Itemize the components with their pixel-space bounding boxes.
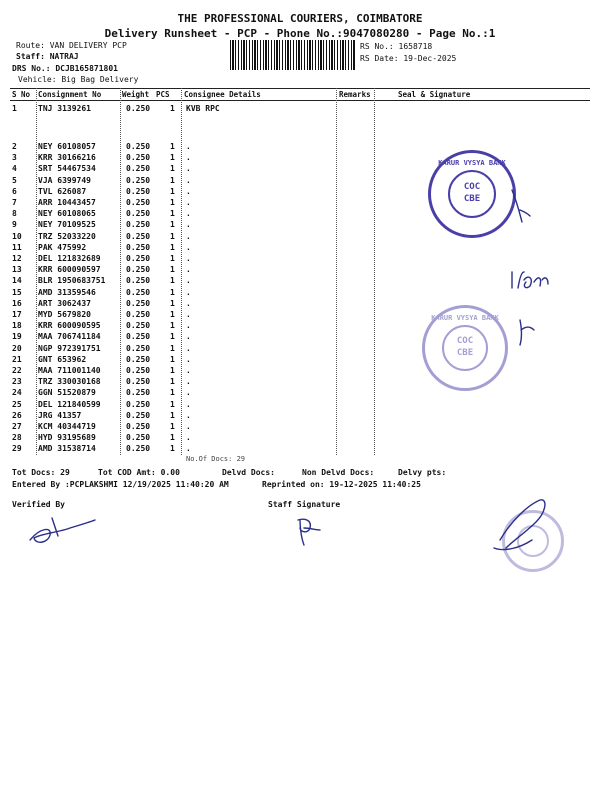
reprinted-on: Reprinted on: 19-12-2025 11:40:25	[262, 480, 421, 489]
cell-consignment: GNT 653962	[38, 354, 87, 364]
stamp-branch-line1: COC	[463, 182, 481, 192]
cell-consignee: .	[186, 153, 191, 163]
cell-consignment: NEY 60108065	[38, 209, 96, 219]
cell-pcs: 1	[170, 298, 175, 308]
drs-number: DRS No.: DCJB165871801	[12, 64, 118, 73]
cell-sno: 29	[12, 444, 22, 454]
cell-pcs: 1	[170, 399, 175, 409]
cell-consignee: .	[186, 343, 191, 353]
doc-count: No.Of Docs: 29	[186, 455, 246, 463]
entered-by: Entered By :PCPLAKSHMI 12/19/2025 11:40:20 AM	[12, 480, 229, 489]
verified-by-signature	[30, 518, 95, 542]
verified-by-label: Verified By	[12, 500, 65, 509]
cell-pcs: 1	[170, 104, 175, 113]
cell-sno: 3	[12, 153, 17, 163]
staff-signature	[298, 519, 320, 545]
cell-consignee: .	[186, 164, 191, 174]
cell-sno: 20	[12, 343, 22, 353]
header-remarks: Remarks	[339, 90, 371, 99]
cell-sno: 12	[12, 254, 22, 263]
cell-sno: 27	[12, 422, 22, 431]
cell-sno: 4	[12, 164, 17, 174]
cell-pcs: 1	[170, 186, 175, 196]
cell-sno: 26	[12, 410, 22, 420]
cell-consignment: NEY 60108057	[38, 142, 96, 151]
cell-consignment: SRT 54467534	[38, 164, 96, 174]
cell-consignee: .	[186, 276, 191, 286]
cell-consignment: ARR 10443457	[38, 198, 96, 207]
seal-signature-1	[512, 190, 530, 222]
cell-consignment: AMD 31538714	[38, 444, 96, 454]
cell-weight: 0.250	[126, 231, 151, 241]
cell-consignee: .	[186, 388, 191, 398]
cell-pcs: 1	[170, 444, 175, 454]
cell-consignment: NEY 70109525	[38, 220, 96, 230]
cell-sno: 6	[12, 186, 17, 196]
rs-date: RS Date: 19-Dec-2025	[360, 54, 457, 63]
cell-consignee: .	[186, 433, 191, 443]
cell-consignment: MAA 706741184	[38, 332, 101, 342]
cell-weight: 0.250	[126, 276, 151, 286]
cell-pcs: 1	[170, 366, 175, 375]
cell-consignee: .	[186, 332, 191, 342]
cell-sno: 18	[12, 321, 22, 331]
cell-consignee: .	[186, 254, 191, 263]
delivery-points: Delvy pts:	[398, 468, 447, 477]
cell-pcs: 1	[170, 153, 175, 163]
cell-consignment: KRR 600090597	[38, 265, 101, 275]
cell-consignment: AMD 31359546	[38, 287, 96, 297]
cell-pcs: 1	[170, 321, 175, 331]
cell-weight: 0.250	[126, 220, 151, 230]
cell-pcs: 1	[170, 310, 175, 319]
delivered-docs: Delvd Docs:	[222, 468, 275, 477]
cell-consignee: .	[186, 366, 191, 375]
cell-sno: 25	[12, 399, 22, 409]
cell-sno: 2	[12, 142, 17, 151]
cell-consignee: .	[186, 220, 191, 230]
cell-weight: 0.250	[126, 242, 151, 252]
stamp-branch-line2: CBE	[463, 194, 481, 204]
cell-consignment: NGP 972391751	[38, 343, 101, 353]
cell-consignment: KCM 40344719	[38, 422, 96, 431]
cell-weight: 0.250	[126, 153, 151, 163]
cell-sno: 8	[12, 209, 17, 219]
staff-label: Staff: NATRAJ	[16, 52, 79, 61]
cell-consignee: .	[186, 231, 191, 241]
cell-pcs: 1	[170, 354, 175, 364]
cell-sno: 9	[12, 220, 17, 230]
cell-weight: 0.250	[126, 422, 151, 431]
cell-consignee: .	[186, 444, 191, 454]
cell-pcs: 1	[170, 175, 175, 185]
cell-pcs: 1	[170, 276, 175, 286]
runsheet-title: Delivery Runsheet - PCP - Phone No.:9047080280 - Page No.:1	[104, 27, 496, 40]
cell-pcs: 1	[170, 343, 175, 353]
cell-weight: 0.250	[126, 433, 151, 443]
cell-weight: 0.250	[126, 321, 151, 331]
tot-cod-amount: Tot COD Amt: 0.00	[98, 468, 180, 477]
cell-sno: 19	[12, 332, 22, 342]
cell-consignee: .	[186, 310, 191, 319]
tot-docs: Tot Docs: 29	[12, 468, 70, 477]
cell-consignee: .	[186, 209, 191, 219]
cell-sno: 16	[12, 298, 22, 308]
cell-consignee: .	[186, 399, 191, 409]
header-consignment: Consignment No	[38, 90, 102, 99]
cell-weight: 0.250	[126, 366, 151, 375]
cell-weight: 0.250	[126, 198, 151, 207]
cell-consignment: JRG 41357	[38, 410, 82, 420]
cell-weight: 0.250	[126, 254, 151, 263]
cell-weight: 0.250	[126, 265, 151, 275]
cell-consignment: TVL 626087	[38, 186, 87, 196]
cell-pcs: 1	[170, 433, 175, 443]
cell-consignee: .	[186, 298, 191, 308]
stamp-branch-line1: COC	[456, 336, 474, 346]
cell-consignment: ART 3062437	[38, 298, 91, 308]
cell-weight: 0.250	[126, 142, 151, 151]
cell-sno: 21	[12, 354, 22, 364]
cell-weight: 0.250	[126, 186, 151, 196]
stamp-bank-name: KARUR VYSYA BANK	[431, 314, 499, 322]
vehicle-label: Vehicle: Big Bag Delivery	[18, 75, 139, 84]
cell-consignment: PAK 475992	[38, 242, 87, 252]
cell-consignment: TRZ 330030168	[38, 377, 101, 387]
header-consignee: Consignee Details	[184, 90, 261, 99]
cell-weight: 0.250	[126, 399, 151, 409]
cell-sno: 11	[12, 242, 22, 252]
cell-consignee: .	[186, 410, 191, 420]
cell-weight: 0.250	[126, 287, 151, 297]
cell-sno: 28	[12, 433, 22, 443]
cell-weight: 0.250	[126, 209, 151, 219]
cell-consignee: .	[186, 198, 191, 207]
cell-consignee: .	[186, 377, 191, 387]
cell-weight: 0.250	[126, 444, 151, 454]
non-delivered-docs: Non Delvd Docs:	[302, 468, 375, 477]
cell-consignee: .	[186, 354, 191, 364]
cell-pcs: 1	[170, 242, 175, 252]
cell-weight: 0.250	[126, 410, 151, 420]
cell-consignee: .	[186, 422, 191, 431]
cell-pcs: 1	[170, 254, 175, 263]
header-seal-signature: Seal & Signature	[398, 90, 471, 99]
cell-consignee: .	[186, 321, 191, 331]
cell-consignment: TRZ 52033220	[38, 231, 96, 241]
cell-pcs: 1	[170, 332, 175, 342]
cell-sno: 23	[12, 377, 22, 387]
cell-sno: 5	[12, 175, 17, 185]
cell-pcs: 1	[170, 265, 175, 275]
rs-number: RS No.: 1658718	[360, 42, 433, 51]
company-title: THE PROFESSIONAL COURIERS, COIMBATORE	[177, 12, 423, 25]
cell-consignment: DEL 121832689	[38, 254, 101, 263]
cell-pcs: 1	[170, 422, 175, 431]
cell-weight: 0.250	[126, 388, 151, 398]
cell-sno: 1	[12, 104, 17, 113]
handwritten-time	[512, 272, 548, 288]
stamp-bank-name: KARUR VYSYA BANK	[438, 159, 506, 167]
cell-pcs: 1	[170, 198, 175, 207]
cell-pcs: 1	[170, 388, 175, 398]
cell-weight: 0.250	[126, 298, 151, 308]
cell-consignment: MYD 5679820	[38, 310, 91, 319]
cell-pcs: 1	[170, 209, 175, 219]
cell-pcs: 1	[170, 287, 175, 297]
cell-pcs: 1	[170, 142, 175, 151]
cell-consignee: .	[186, 287, 191, 297]
cell-consignee: .	[186, 265, 191, 275]
cell-weight: 0.250	[126, 332, 151, 342]
staff-signature-label: Staff Signature	[268, 500, 341, 509]
cell-consignment: DEL 121840599	[38, 399, 101, 409]
cell-weight: 0.250	[126, 343, 151, 353]
cell-consignment: HYD 93195689	[38, 433, 96, 443]
seal-signature-2	[520, 320, 534, 345]
route-label: Route: VAN DELIVERY PCP	[16, 41, 127, 50]
cell-sno: 7	[12, 198, 17, 207]
cell-sno: 10	[12, 231, 22, 241]
cell-sno: 13	[12, 265, 22, 275]
cell-consignment: BLR 1950683751	[38, 276, 106, 286]
cell-consignment: KRR 30166216	[38, 153, 96, 163]
cell-weight: 0.250	[126, 354, 151, 364]
stamp-branch-line2: CBE	[456, 348, 474, 358]
cell-consignment: VJA 6399749	[38, 175, 91, 185]
cell-weight: 0.250	[126, 104, 151, 113]
cell-sno: 24	[12, 388, 22, 398]
cell-pcs: 1	[170, 410, 175, 420]
header-pcs: PCS	[156, 90, 170, 99]
cell-weight: 0.250	[126, 164, 151, 174]
cell-consignee: .	[186, 142, 191, 151]
cell-consignee: .	[186, 175, 191, 185]
header-sno: S No	[12, 90, 31, 99]
cell-pcs: 1	[170, 231, 175, 241]
cell-pcs: 1	[170, 220, 175, 230]
cell-consignment: TNJ 3139261	[38, 104, 91, 113]
seal-signature-3	[494, 500, 545, 550]
cell-sno: 22	[12, 366, 22, 375]
cell-consignee: .	[186, 186, 191, 196]
cell-consignment: GGN 51520879	[38, 388, 96, 398]
cell-consignee: KVB RPC	[186, 104, 220, 113]
cell-weight: 0.250	[126, 175, 151, 185]
header-weight: Weight	[122, 90, 150, 99]
cell-sno: 15	[12, 287, 22, 297]
cell-consignee: .	[186, 242, 191, 252]
cell-consignment: KRR 600090595	[38, 321, 101, 331]
cell-pcs: 1	[170, 164, 175, 174]
cell-consignment: MAA 711001140	[38, 366, 101, 375]
cell-sno: 17	[12, 310, 22, 319]
cell-pcs: 1	[170, 377, 175, 387]
cell-weight: 0.250	[126, 310, 151, 319]
cell-weight: 0.250	[126, 377, 151, 387]
cell-sno: 14	[12, 276, 22, 286]
